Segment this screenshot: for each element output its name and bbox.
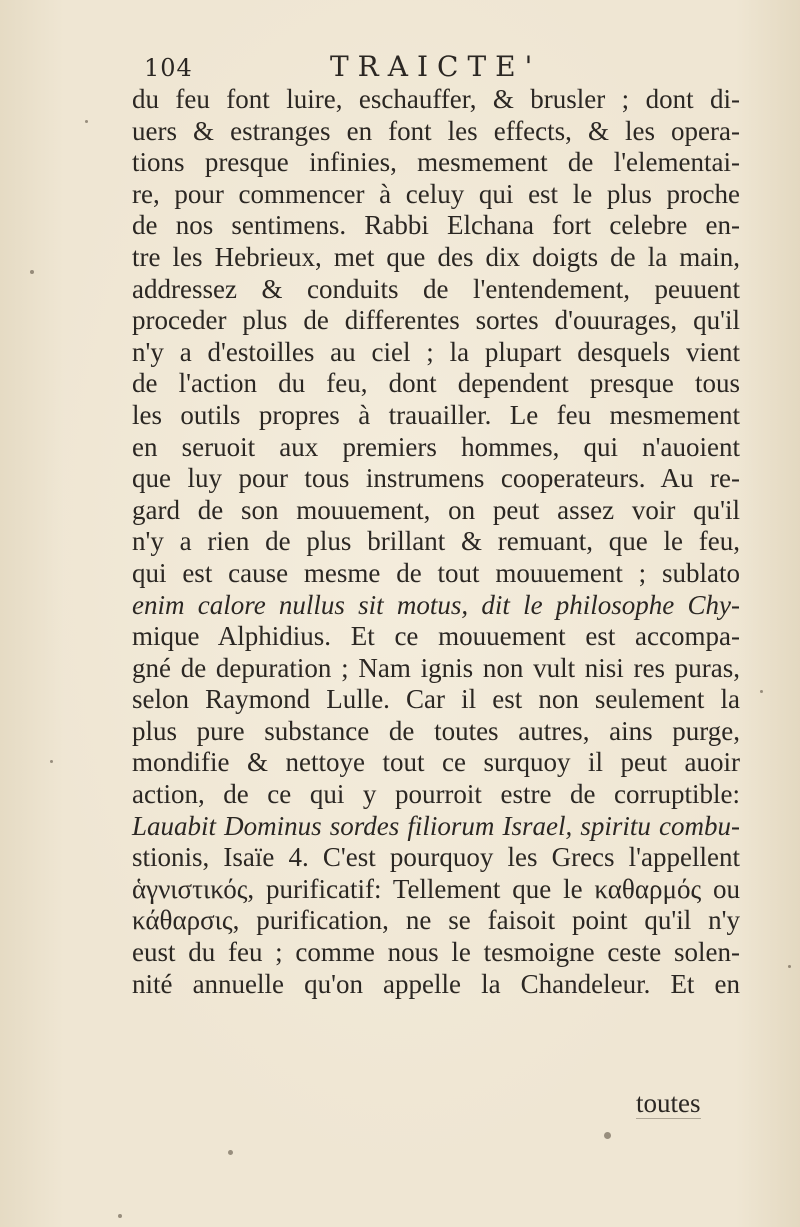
text-line: en seruoit aux premiers hommes, qui n'auoient bbox=[132, 431, 740, 462]
paper-speck bbox=[760, 690, 763, 693]
paper-speck bbox=[604, 1132, 611, 1139]
text-line-italic: Lauabit Dominus sordes filiorum Israel, spiritu combu- bbox=[132, 810, 740, 841]
text-line: mondifie & nettoye tout ce surquoy il peut auoir bbox=[132, 747, 740, 778]
text-line: ἁγνιστικός, purificatif: Tellement que le καθαρμός ou bbox=[132, 873, 740, 904]
paper-speck bbox=[788, 965, 791, 968]
text-line: que luy pour tous instrumens cooperateurs. Au re- bbox=[132, 463, 740, 494]
text-line: tions presque infinies, mesmement de l'elementai- bbox=[132, 147, 740, 178]
text-line: addressez & conduits de l'entendement, peuuent bbox=[132, 273, 740, 304]
text-line: tre les Hebrieux, met que des dix doigts de la main, bbox=[132, 241, 740, 272]
running-title: TRAICTE' bbox=[330, 50, 542, 83]
text-line: n'y a rien de plus brillant & remuant, que le feu, bbox=[132, 526, 740, 557]
text-line: du feu font luire, eschauffer, & brusler ; dont di- bbox=[132, 84, 740, 114]
text-line: uers & estranges en font les effects, & les opera- bbox=[132, 115, 740, 146]
paper-speck bbox=[118, 1214, 122, 1218]
running-head bbox=[140, 50, 740, 86]
text-line: gné de depuration ; Nam ignis non vult nisi res puras, bbox=[132, 652, 740, 683]
text-line: mique Alphidius. Et ce mouuement est accompa- bbox=[132, 621, 740, 652]
page-number: 104 bbox=[144, 54, 193, 82]
text-line: selon Raymond Lulle. Car il est non seulement la bbox=[132, 684, 740, 715]
text-line: qui est cause mesme de tout mouuement ; sublato bbox=[132, 557, 740, 588]
catchword: toutes bbox=[636, 1088, 701, 1118]
text-line: eust du feu ; comme nous le tesmoigne ceste solen- bbox=[132, 937, 740, 968]
text-line: gard de son mouuement, on peut assez voir qu'il bbox=[132, 494, 740, 525]
text-line: les outils propres à trauailler. Le feu mesmement bbox=[132, 399, 740, 430]
text-line: de l'action du feu, dont dependent presque tous bbox=[132, 368, 740, 399]
paper-speck bbox=[50, 760, 53, 763]
paper-speck bbox=[30, 270, 34, 274]
text-line: κάθαρσις, purification, ne se faisoit point qu'il n'y bbox=[132, 905, 740, 936]
body-text bbox=[132, 84, 740, 1000]
text-line-italic: enim calore nullus sit motus, dit le philosophe Chy- bbox=[132, 589, 740, 620]
text-line: stionis, Isaïe 4. C'est pourquoy les Grecs l'appellent bbox=[132, 842, 740, 873]
text-line: action, de ce qui y pourroit estre de corruptible: bbox=[132, 779, 740, 810]
paper-speck bbox=[228, 1150, 233, 1155]
text-line: n'y a d'estoilles au ciel ; la plupart desquels vient bbox=[132, 336, 740, 367]
text-line: de nos sentimens. Rabbi Elchana fort celebre en- bbox=[132, 210, 740, 241]
text-line: re, pour commencer à celuy qui est le plus proche bbox=[132, 178, 740, 209]
text-line: nité annuelle qu'on appelle la Chandeleur. Et en bbox=[132, 968, 740, 999]
text-line: proceder plus de differentes sortes d'ouurages, qu'il bbox=[132, 305, 740, 336]
text-line: plus pure substance de toutes autres, ains purge, bbox=[132, 715, 740, 746]
paper-speck bbox=[85, 120, 88, 123]
